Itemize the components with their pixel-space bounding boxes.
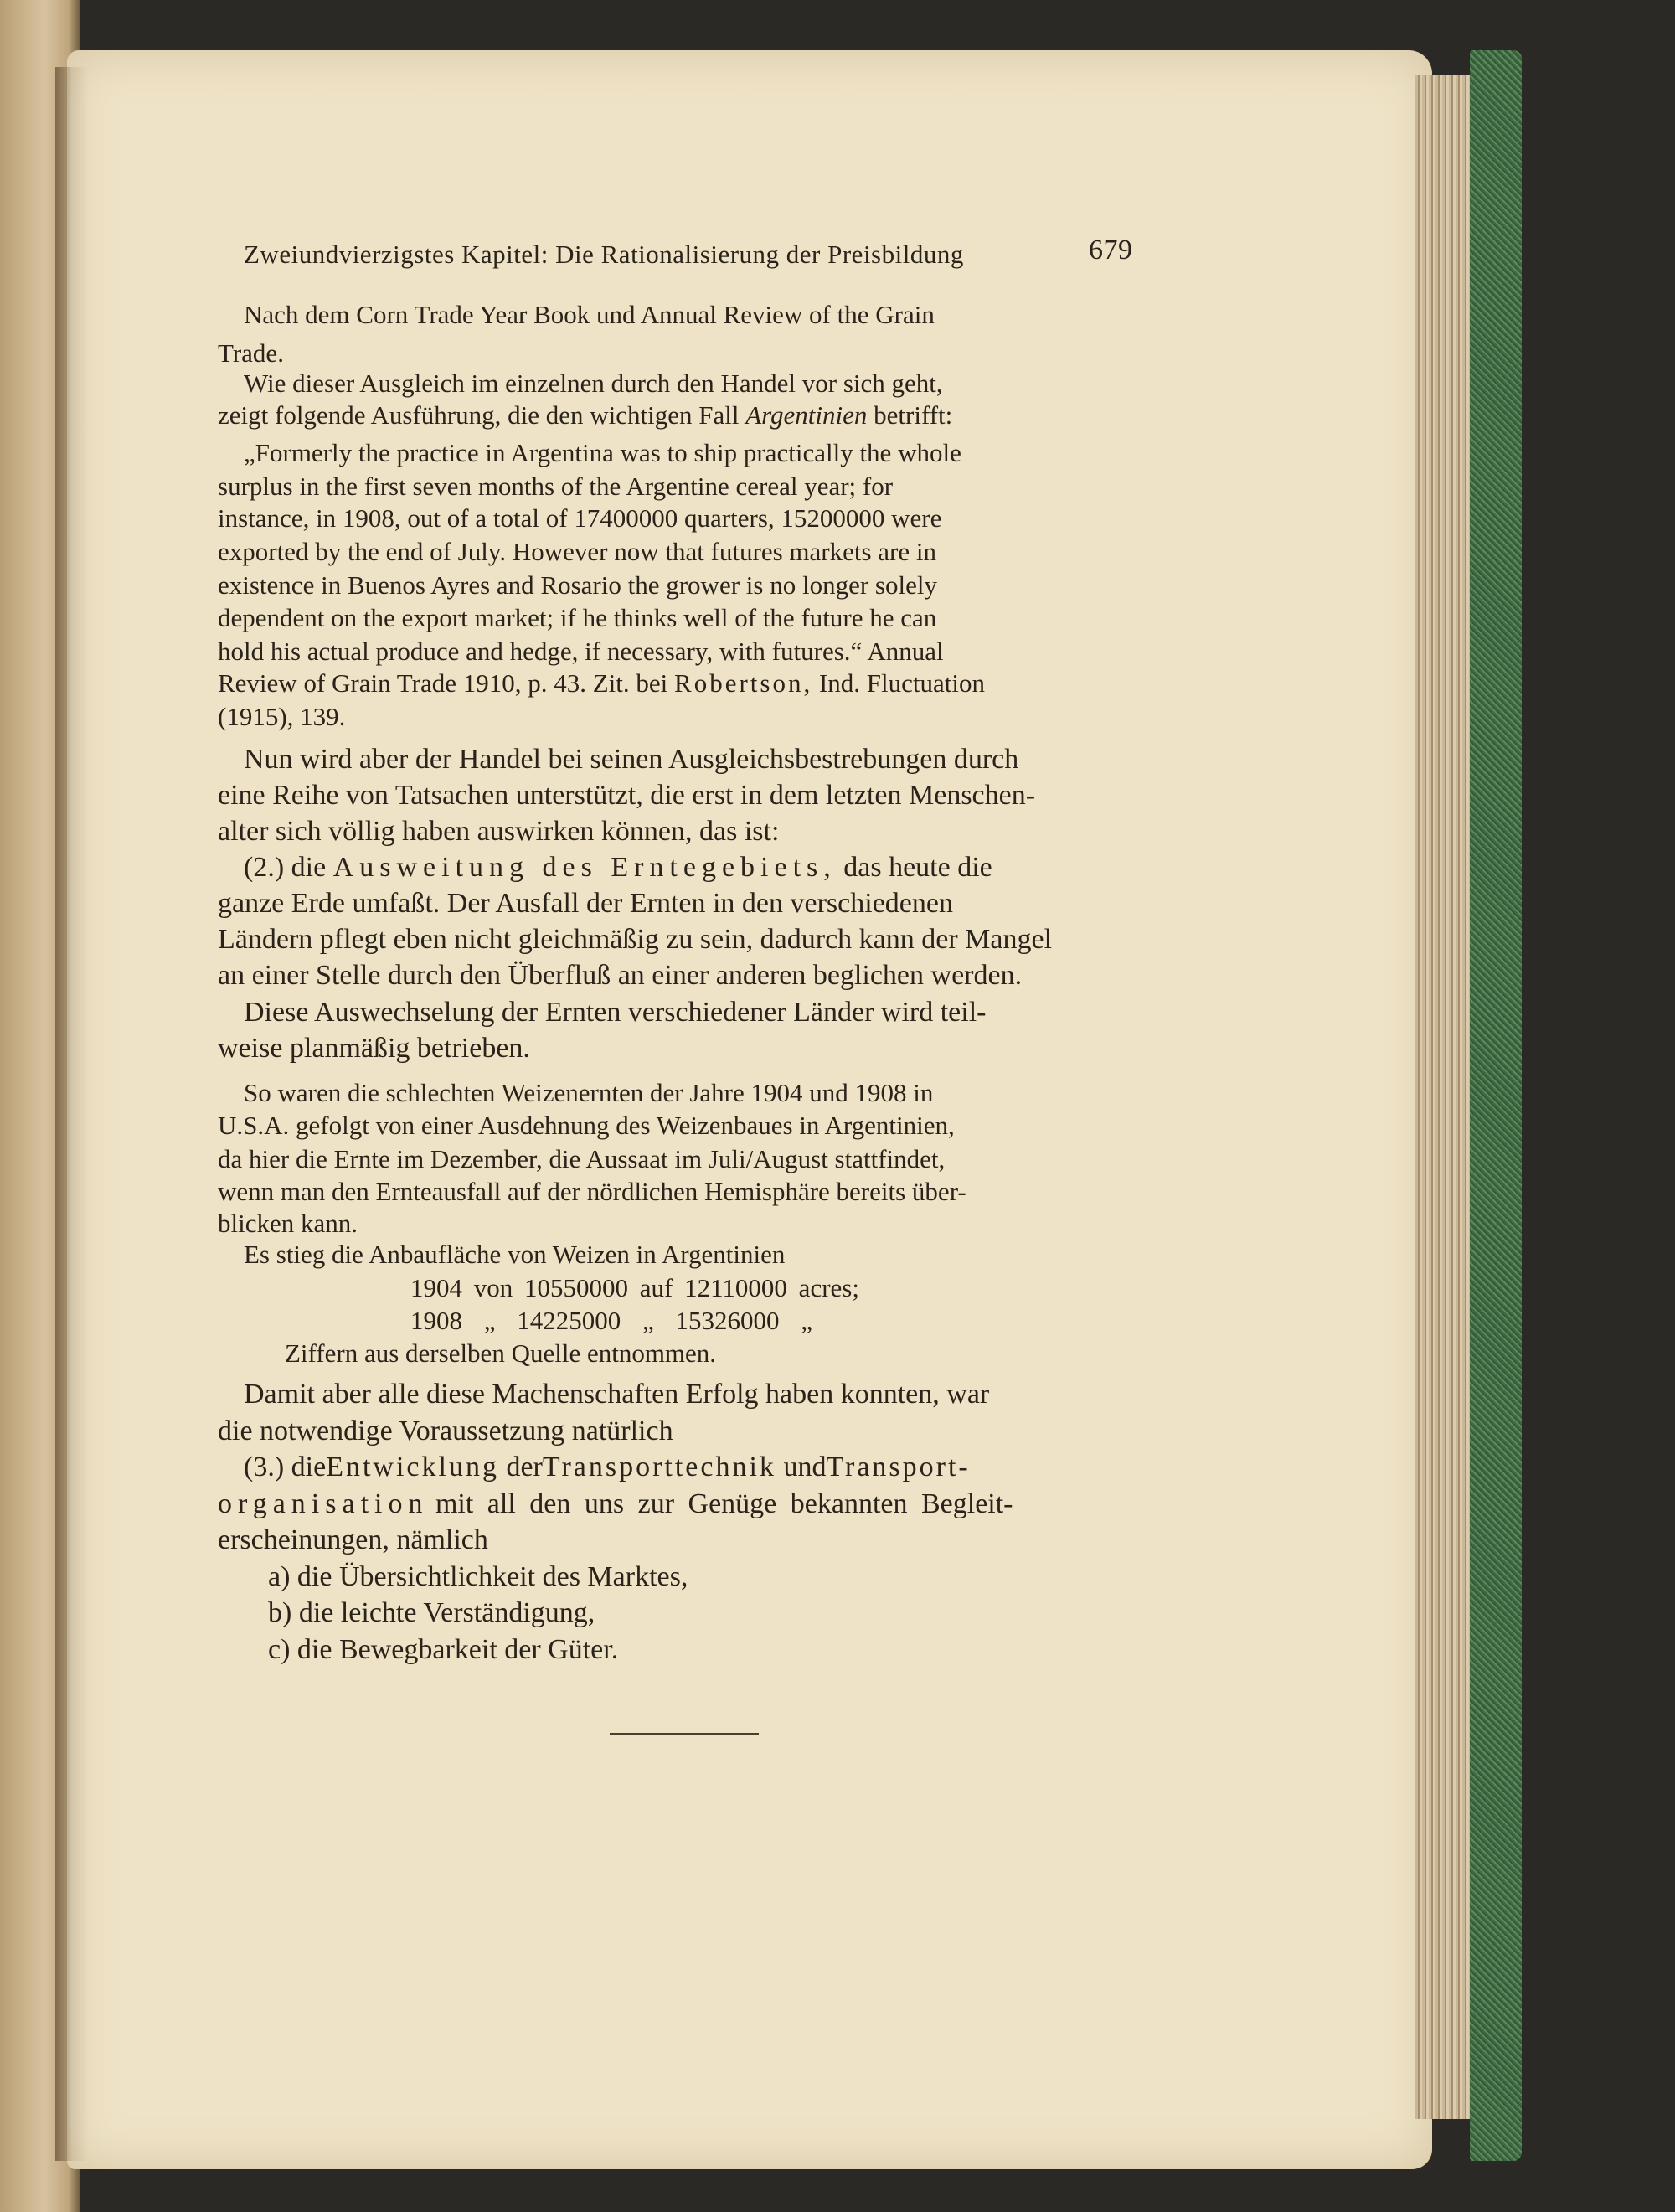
page-block-edges — [1415, 75, 1476, 2119]
paragraph-line: ganze Erde umfaßt. Der Ausfall der Ernten in den verschiedenen — [218, 888, 953, 919]
acreage-row-1904: 1904 von 10550000 auf 12110000 acres; — [410, 1273, 859, 1302]
italic-place-name: Argentinien — [745, 400, 868, 430]
quote-line: „Formerly the practice in Argentina was to ship practically the whole — [244, 438, 961, 467]
note-line: Ziffern aus derselben Quelle entnommen. — [285, 1338, 717, 1368]
spaced-emphasis: organisation — [218, 1488, 429, 1519]
paragraph-text: zeigt folgende Ausführung, die den wichtigen Fall — [218, 400, 740, 430]
quote-line: (1915), 139. — [218, 702, 346, 731]
quote-line: surplus in the first seven months of the Argentine cereal year; for — [218, 472, 894, 501]
note-line: Es stieg die Anbaufläche von Weizen in Argentinien — [244, 1240, 786, 1269]
acreage-row-1908: 1908 „ 14225000 „ 15326000 „ — [410, 1306, 813, 1335]
paragraph-text: der — [506, 1451, 543, 1482]
note-line: blicken kann. — [218, 1209, 358, 1238]
enumeration-label: (2.) die — [244, 852, 327, 883]
note-line: wenn man den Ernteausfall auf der nördlichen Hemisphäre bereits über- — [218, 1177, 966, 1206]
green-book-cover — [1470, 50, 1522, 2161]
quote-text: Review of Grain Trade 1910, p. 43. Zit. bei — [218, 668, 668, 698]
enumeration-label: (3.) die — [244, 1451, 327, 1482]
paragraph-text: und — [783, 1451, 827, 1482]
paragraph-line — [218, 1488, 1013, 1520]
paragraph-line: Nach dem Corn Trade Year Book und Annual Review of the Grain — [244, 300, 935, 329]
paragraph-line: Damit aber alle diese Machenschaften Erfolg haben konnten, war — [244, 1379, 990, 1410]
section-end-rule — [610, 1733, 759, 1735]
quote-line: exported by the end of July. However now that futures markets are in — [218, 537, 936, 566]
list-item: c) die Bewegbarkeit der Güter. — [268, 1634, 619, 1665]
spaced-emphasis: Transport- — [826, 1451, 971, 1482]
quote-line: existence in Buenos Ayres and Rosario the grower is no longer solely — [218, 570, 937, 600]
quote-line: hold his actual produce and hedge, if necessary, with futures.“ Annual — [218, 637, 944, 666]
paragraph-line: Trade. — [218, 338, 284, 368]
paragraph-line: erscheinungen, nämlich — [218, 1524, 488, 1555]
paragraph-line: Ländern pflegt eben nicht gleichmäßig zu sein, dadurch kann der Mangel — [218, 924, 1053, 955]
spaced-author-name: Robertson, — [674, 668, 813, 698]
spaced-emphasis: Transporttechnik — [542, 1451, 776, 1482]
paragraph-text: das heute die — [843, 852, 992, 883]
quote-text: Ind. Fluctuation — [818, 668, 985, 698]
note-line: da hier die Ernte im Dezember, die Aussaat im Juli/August stattfindet, — [218, 1144, 946, 1173]
paragraph-line: Nun wird aber der Handel bei seinen Ausgleichsbestrebungen durch — [244, 744, 1019, 775]
paragraph-line: die notwendige Voraussetzung natürlich — [218, 1415, 673, 1446]
quote-line: instance, in 1908, out of a total of 17400000 quarters, 15200000 were — [218, 503, 942, 533]
paragraph-text: mit all den uns zur Genüge bekannten Begleit- — [435, 1488, 1013, 1519]
page-gutter-shadow — [55, 67, 89, 2161]
running-title: Zweiundvierzigstes Kapitel: Die Rationalisierung der Preisbildung — [244, 240, 964, 269]
paragraph-line: eine Reihe von Tatsachen unterstützt, die erst in dem letzten Menschen- — [218, 780, 1036, 811]
spaced-emphasis: Entwicklung — [326, 1451, 499, 1482]
spaced-emphasis: Ausweitung des Erntegebiets, — [332, 852, 837, 883]
paragraph-line — [244, 1451, 971, 1483]
paragraph-line: weise planmäßig betrieben. — [218, 1033, 530, 1064]
paragraph-line: an einer Stelle durch den Überfluß an einer anderen beglichen werden. — [218, 960, 1023, 991]
page-number: 679 — [1089, 235, 1133, 266]
note-line: U.S.A. gefolgt von einer Ausdehnung des Weizenbaues in Argentinien, — [218, 1111, 955, 1140]
list-item: a) die Übersichtlichkeit des Marktes, — [268, 1561, 688, 1592]
quote-line: dependent on the export market; if he thinks well of the future he can — [218, 603, 937, 632]
paragraph-line: Diese Auswechselung der Ernten verschiedener Länder wird teil- — [244, 997, 987, 1028]
note-line: So waren die schlechten Weizenernten der Jahre 1904 und 1908 in — [244, 1078, 934, 1107]
paragraph-line: alter sich völlig haben auswirken können, das ist: — [218, 816, 780, 847]
paragraph-line — [218, 400, 952, 431]
paragraph-line: Wie dieser Ausgleich im einzelnen durch den Handel vor sich geht, — [244, 369, 943, 398]
list-item: b) die leichte Verständigung, — [268, 1597, 595, 1628]
paragraph-text: betrifft: — [874, 400, 953, 430]
quote-line — [218, 668, 985, 699]
paragraph-line — [244, 852, 992, 884]
